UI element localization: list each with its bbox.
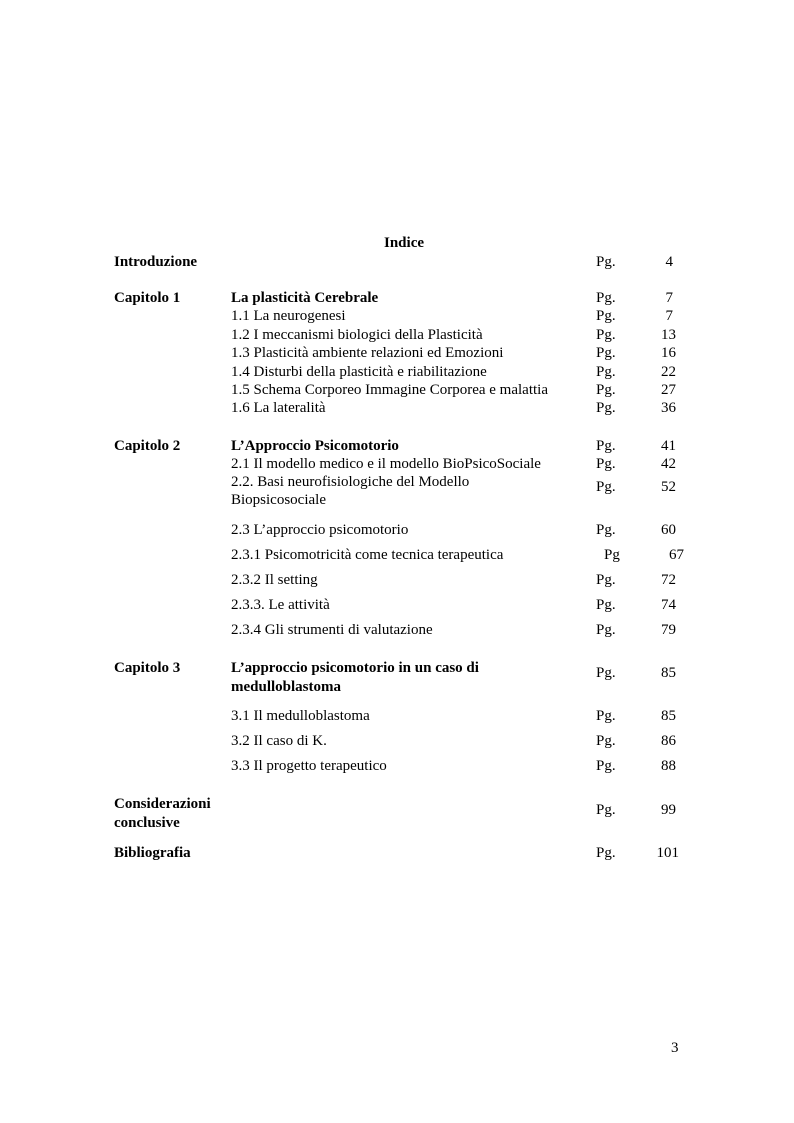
ch2-item-page: 42	[661, 456, 676, 472]
ch1-item-pg: Pg.	[596, 345, 616, 361]
ch2-item-line2: Biopsicosociale	[231, 492, 326, 508]
ch3-item-page: 85	[661, 708, 676, 724]
ch3-item-pg: Pg.	[596, 733, 616, 749]
ch1-item-pg: Pg.	[596, 364, 616, 380]
ch1-item-page: 27	[661, 382, 676, 398]
ch2-page: 41	[661, 438, 676, 454]
ch1-label: Capitolo 1	[114, 290, 181, 306]
ch2-item-pg: Pg.	[596, 597, 616, 613]
ch2-item-pg: Pg	[604, 547, 620, 563]
ch1-item-pg: Pg.	[596, 382, 616, 398]
ch1-item-page: 13	[661, 327, 676, 343]
ch3-pg: Pg.	[596, 665, 616, 681]
ch1-pg: Pg.	[596, 290, 616, 306]
page-number: 3	[671, 1040, 679, 1056]
ch1-item-pg: Pg.	[596, 308, 616, 324]
ch1-item-page: 22	[661, 364, 676, 380]
ch1-item: 1.5 Schema Corporeo Immagine Corporea e malattia	[231, 382, 548, 398]
ch2-item-page: 67	[669, 547, 684, 563]
toc-title: Indice	[384, 235, 425, 251]
ch1-item: 1.1 La neurogenesi	[231, 308, 346, 324]
ch2-item: 2.3.1 Psicomotricità come tecnica terapeutica	[231, 547, 504, 563]
ch1-page: 7	[665, 290, 673, 306]
concl-page: 99	[661, 802, 676, 818]
ch3-item-pg: Pg.	[596, 758, 616, 774]
ch2-item-pg: Pg.	[596, 456, 616, 472]
ch2-item-page: 52	[661, 479, 676, 495]
ch3-page: 85	[661, 665, 676, 681]
ch2-title: L’Approccio Psicomotorio	[231, 438, 399, 454]
ch1-title: La plasticità Cerebrale	[231, 290, 379, 306]
ch2-item: 2.3.2 Il setting	[231, 572, 318, 588]
ch1-item: 1.6 La lateralità	[231, 400, 326, 416]
ch2-item: 2.3.4 Gli strumenti di valutazione	[231, 622, 433, 638]
ch3-title: L’approccio psicomotorio in un caso di	[231, 660, 479, 676]
ch3-label: Capitolo 3	[114, 660, 181, 676]
ch2-item-page: 74	[661, 597, 676, 613]
ch3-item-page: 86	[661, 733, 676, 749]
ch1-item-pg: Pg.	[596, 327, 616, 343]
ch2-item: 2.3.3. Le attività	[231, 597, 330, 613]
intro-page: 4	[665, 254, 673, 270]
ch2-item-pg: Pg.	[596, 522, 616, 538]
ch3-title-line2: medulloblastoma	[231, 679, 342, 695]
ch2-item: 2.3 L’approccio psicomotorio	[231, 522, 409, 538]
ch1-item: 1.3 Plasticità ambiente relazioni ed Emozioni	[231, 345, 504, 361]
ch3-item: 3.2 Il caso di K.	[231, 733, 327, 749]
ch1-item: 1.4 Disturbi della plasticità e riabilitazione	[231, 364, 487, 380]
ch3-item-page: 88	[661, 758, 676, 774]
ch1-item-page: 16	[661, 345, 676, 361]
concl-pg: Pg.	[596, 802, 616, 818]
ch2-item-pg: Pg.	[596, 622, 616, 638]
concl-label: Considerazioni	[114, 796, 211, 812]
ch2-item-page: 72	[661, 572, 676, 588]
ch1-item-page: 36	[661, 400, 676, 416]
biblio-page: 101	[656, 845, 679, 861]
ch1-item: 1.2 I meccanismi biologici della Plasticità	[231, 327, 483, 343]
ch3-item: 3.1 Il medulloblastoma	[231, 708, 370, 724]
ch3-item-pg: Pg.	[596, 708, 616, 724]
ch2-item-pg: Pg.	[596, 479, 616, 495]
ch2-item-page: 79	[661, 622, 676, 638]
ch2-item-pg: Pg.	[596, 572, 616, 588]
intro-pg: Pg.	[596, 254, 616, 270]
biblio-pg: Pg.	[596, 845, 616, 861]
ch2-item-page: 60	[661, 522, 676, 538]
ch3-item: 3.3 Il progetto terapeutico	[231, 758, 387, 774]
ch1-item-page: 7	[665, 308, 673, 324]
ch2-label: Capitolo 2	[114, 438, 181, 454]
ch2-item: 2.1 Il modello medico e il modello BioPsicoSociale	[231, 456, 541, 472]
concl-label-line2: conclusive	[114, 815, 180, 831]
ch2-item: 2.2. Basi neurofisiologiche del Modello	[231, 474, 470, 490]
ch1-item-pg: Pg.	[596, 400, 616, 416]
biblio-label: Bibliografia	[114, 845, 191, 861]
ch2-pg: Pg.	[596, 438, 616, 454]
intro-label: Introduzione	[114, 254, 198, 270]
